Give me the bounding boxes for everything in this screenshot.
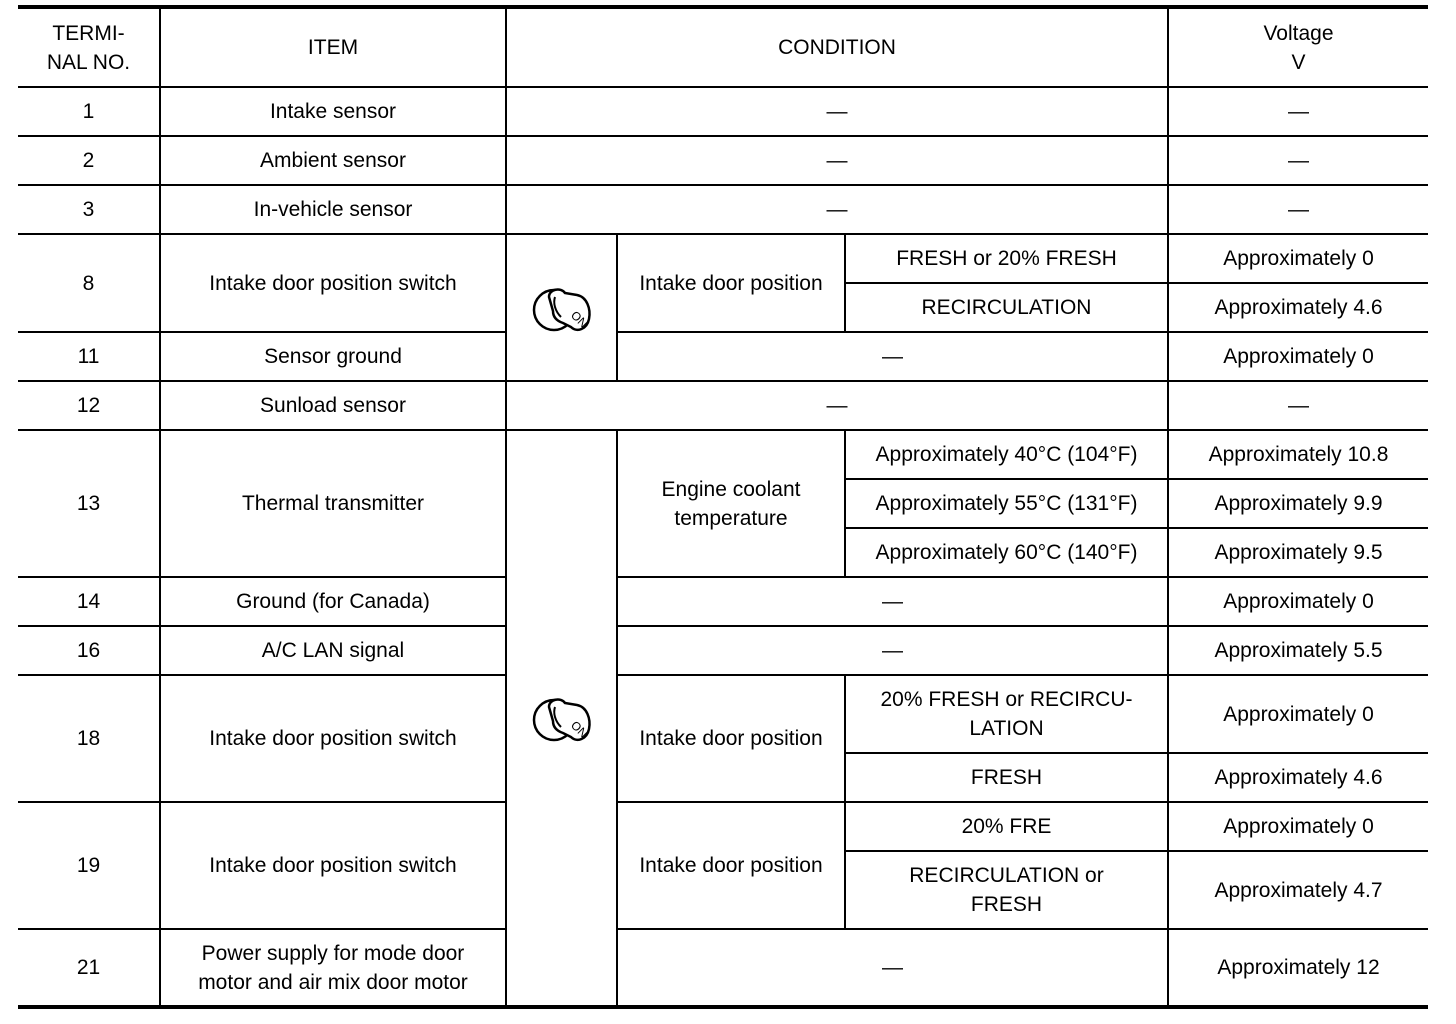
table-row	[18, 929, 1428, 1007]
terminal-no: 8	[18, 234, 160, 332]
voltage: Approximately 9.5	[1168, 528, 1428, 577]
terminal-no: 1	[18, 87, 160, 136]
voltage: —	[1168, 381, 1428, 430]
table-row	[18, 430, 1428, 479]
voltage: Approximately 4.6	[1168, 283, 1428, 332]
voltage: Approximately 12	[1168, 929, 1428, 1007]
ignition-switch-on-icon	[527, 273, 597, 343]
header-condition: CONDITION	[506, 7, 1168, 87]
sub-condition: Approximately 60°C (140°F)	[845, 528, 1168, 577]
item: Ground (for Canada)	[160, 577, 506, 626]
sub-condition: Approximately 40°C (104°F)	[845, 430, 1168, 479]
sub-condition: RECIRCULATION	[845, 283, 1168, 332]
table-row	[18, 381, 1428, 430]
table-row	[18, 234, 1428, 283]
voltage: Approximately 0	[1168, 675, 1428, 753]
item: Intake door position switch	[160, 802, 506, 929]
header-row	[18, 7, 1428, 87]
condition: —	[617, 577, 1168, 626]
terminal-no: 21	[18, 929, 160, 1007]
condition: —	[506, 87, 1168, 136]
condition: —	[617, 332, 1168, 381]
sub-condition: FRESH or 20% FRESH	[845, 234, 1168, 283]
terminal-no: 14	[18, 577, 160, 626]
terminal-no: 3	[18, 185, 160, 234]
terminal-no: 2	[18, 136, 160, 185]
voltage: Approximately 5.5	[1168, 626, 1428, 675]
terminal-no: 19	[18, 802, 160, 929]
voltage: Approximately 0	[1168, 234, 1428, 283]
voltage: Approximately 10.8	[1168, 430, 1428, 479]
table-row	[18, 802, 1428, 851]
terminal-no: 18	[18, 675, 160, 802]
sub-condition: Approximately 55°C (131°F)	[845, 479, 1168, 528]
item: A/C LAN signal	[160, 626, 506, 675]
item: Intake sensor	[160, 87, 506, 136]
condition: Intake door position	[617, 802, 845, 929]
item: Ambient sensor	[160, 136, 506, 185]
voltage: Approximately 9.9	[1168, 479, 1428, 528]
voltage: Approximately 4.6	[1168, 753, 1428, 802]
item: Sunload sensor	[160, 381, 506, 430]
item: Thermal transmitter	[160, 430, 506, 577]
table-row	[18, 136, 1428, 185]
header-voltage: Voltage V	[1168, 7, 1428, 87]
terminal-voltage-table	[18, 5, 1428, 1009]
condition: Intake door position	[617, 234, 845, 332]
table-row	[18, 332, 1428, 381]
header-terminal-no: TERMI- NAL NO.	[18, 7, 160, 87]
item: Intake door position switch	[160, 234, 506, 332]
voltage: —	[1168, 136, 1428, 185]
terminal-no: 16	[18, 626, 160, 675]
ignition-key-cell	[506, 234, 617, 381]
sub-condition: RECIRCULATION or FRESH	[845, 851, 1168, 929]
terminal-no: 12	[18, 381, 160, 430]
condition: Engine coolant temperature	[617, 430, 845, 577]
condition: —	[506, 381, 1168, 430]
sub-condition: 20% FRE	[845, 802, 1168, 851]
table-row	[18, 675, 1428, 753]
condition: Intake door position	[617, 675, 845, 802]
ignition-on-label: ON	[567, 718, 591, 741]
ignition-switch-on-icon	[527, 683, 597, 753]
voltage: —	[1168, 185, 1428, 234]
table-row	[18, 577, 1428, 626]
item: Power supply for mode door motor and air mix door motor	[160, 929, 506, 1007]
voltage: Approximately 0	[1168, 577, 1428, 626]
condition: —	[506, 185, 1168, 234]
ignition-key-cell	[506, 430, 617, 1007]
condition: —	[506, 136, 1168, 185]
table-row	[18, 87, 1428, 136]
item: In-vehicle sensor	[160, 185, 506, 234]
condition: —	[617, 626, 1168, 675]
condition: —	[617, 929, 1168, 1007]
voltage: Approximately 4.7	[1168, 851, 1428, 929]
voltage: Approximately 0	[1168, 332, 1428, 381]
voltage: —	[1168, 87, 1428, 136]
ignition-on-label: ON	[567, 307, 591, 331]
sub-condition: 20% FRESH or RECIRCU- LATION	[845, 675, 1168, 753]
sub-condition: FRESH	[845, 753, 1168, 802]
item: Intake door position switch	[160, 675, 506, 802]
terminal-no: 11	[18, 332, 160, 381]
header-item: ITEM	[160, 7, 506, 87]
voltage: Approximately 0	[1168, 802, 1428, 851]
terminal-no: 13	[18, 430, 160, 577]
table-row	[18, 185, 1428, 234]
item: Sensor ground	[160, 332, 506, 381]
table-row	[18, 626, 1428, 675]
